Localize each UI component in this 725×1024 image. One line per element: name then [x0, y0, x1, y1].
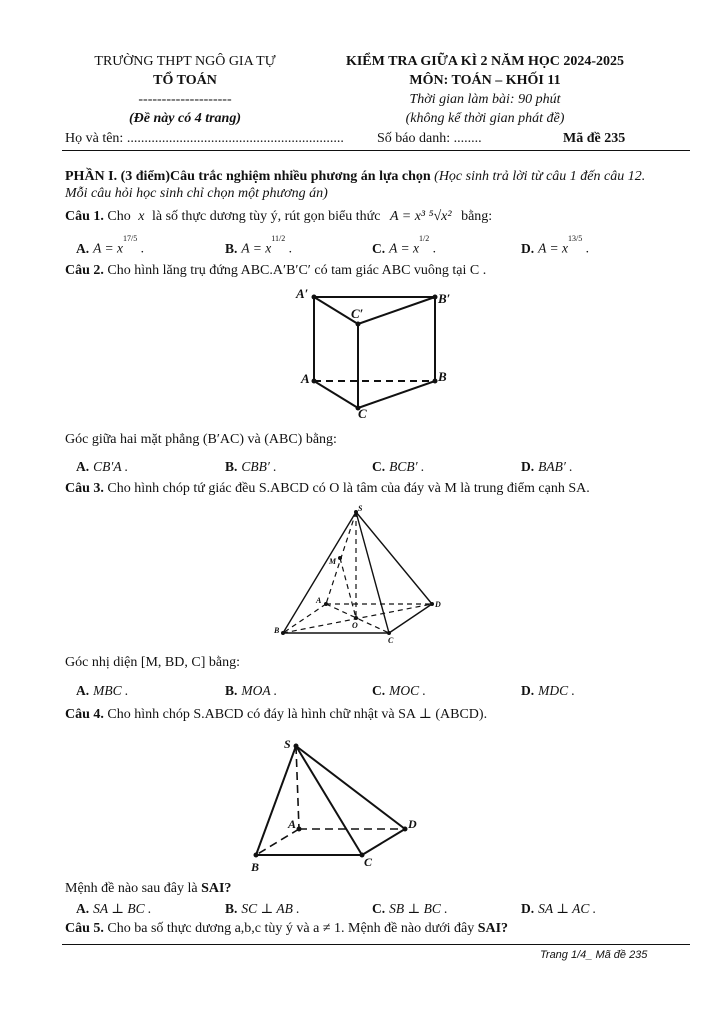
option-4d[interactable]: [521, 901, 596, 917]
question-3-text: Cho hình chóp tứ giác đều S.ABCD có O là tâm của đáy và M là trung điểm cạnh SA.: [107, 481, 590, 496]
label-d: D: [408, 817, 417, 831]
question-1-text-a: Cho: [107, 209, 131, 224]
question-4-label: Câu 4.: [65, 707, 104, 722]
exp-den: 2: [281, 234, 286, 243]
exp-num: 13: [567, 234, 576, 243]
question-2-label: Câu 2.: [65, 263, 104, 278]
exam-code: Mã đề 235: [563, 131, 626, 146]
question-4-prompt-emph: SAI?: [201, 881, 232, 896]
question-3-prompt: Góc nhị diện [M, BD, C] bằng:: [65, 655, 240, 670]
option-3c[interactable]: [372, 683, 426, 699]
option-text: MDC .: [538, 683, 575, 698]
option-text: BAB′ .: [538, 459, 573, 474]
question-1-expression: A = x³ ⁵√x²: [389, 209, 452, 224]
department-name: TỔ TOÁN: [153, 73, 217, 88]
question-5: [65, 920, 508, 937]
option-2a[interactable]: [76, 459, 128, 475]
student-name-field: Họ và tên: ..............................................................: [65, 131, 344, 146]
label-s: S: [284, 737, 291, 751]
option-key: A.: [76, 459, 90, 474]
option-key: A.: [76, 240, 90, 256]
label-a: A: [301, 371, 310, 386]
part1-instruction: (Học sinh trả lời từ câu 1 đến câu 12. Mỗi câu hỏi học sinh chỉ chọn một phương án): [65, 169, 646, 201]
exam-time: Thời gian làm bài: 90 phút: [409, 92, 561, 107]
option-key: B.: [225, 240, 238, 256]
question-1-var: x: [138, 209, 145, 224]
option-key: C.: [372, 901, 386, 916]
footer-rule: [62, 944, 690, 945]
label-c1: C′: [351, 306, 364, 321]
option-1b[interactable]: B. $A = x^{11/2}$ .: [225, 234, 292, 256]
edge-sc: [356, 512, 389, 633]
edge-ac: [314, 381, 358, 408]
question-3-options: [76, 683, 676, 701]
pyramid-figure-q4: [240, 732, 430, 877]
question-1: [65, 208, 492, 225]
question-1-text-c: bằng:: [461, 209, 493, 224]
label-o: O: [352, 621, 358, 630]
label-b: B: [274, 626, 280, 635]
option-3a[interactable]: [76, 683, 128, 699]
pyramid-figure-q3: [270, 502, 450, 648]
option-4b[interactable]: [225, 901, 300, 917]
label-c: C: [388, 636, 394, 645]
school-name: TRƯỜNG THPT NGÔ GIA TỰ: [94, 54, 276, 69]
option-text: SB ⊥ BC .: [389, 901, 448, 916]
question-4-prompt-text: Mệnh đề nào sau đây là: [65, 881, 198, 896]
option-text: SA ⊥ AC .: [538, 901, 597, 916]
option-base: A = x: [93, 240, 123, 256]
question-3: [65, 480, 590, 497]
header-divider-dashes: --------------------: [138, 92, 232, 107]
part1-heading: [65, 168, 665, 202]
exp-den: 2: [425, 234, 430, 243]
label-m: M: [329, 557, 337, 566]
question-5-text: Cho ba số thực dương a,b,c tùy ý và a ≠ 1. Mệnh đề nào dưới đây: [107, 921, 475, 936]
question-1-text-b: là số thực dương tùy ý, rút gọn biểu thức: [151, 209, 381, 224]
edge-sb: [256, 746, 296, 855]
exp-num: 11: [271, 234, 279, 243]
option-key: D.: [521, 901, 535, 916]
option-base: A = x: [241, 240, 272, 256]
label-a: A: [316, 596, 322, 605]
label-a1: A′: [296, 286, 309, 301]
option-key: D.: [521, 240, 535, 256]
edge-sa-hidden: [296, 746, 299, 829]
question-2-options: [76, 459, 676, 477]
label-d: D: [435, 600, 441, 609]
option-key: C.: [372, 459, 386, 474]
option-3d[interactable]: [521, 683, 575, 699]
segment-mo-hidden: [340, 558, 356, 618]
option-base: A = x: [538, 240, 568, 256]
option-key: A.: [76, 683, 90, 698]
question-2-prompt: Góc giữa hai mặt phẳng (B′AC) và (ABC) bằng:: [65, 432, 337, 447]
option-key: B.: [225, 901, 238, 916]
label-c: C: [364, 855, 373, 869]
header-rule: [62, 150, 690, 151]
question-3-label: Câu 3.: [65, 481, 104, 496]
option-2c[interactable]: [372, 459, 424, 475]
exam-time-note: (không kể thời gian phát đề): [405, 111, 565, 126]
edge-bc: [358, 381, 435, 408]
edge-sc: [296, 746, 362, 855]
edge-sd: [356, 512, 432, 604]
option-1c[interactable]: C. $A = x^{1/2}$ .: [372, 234, 436, 256]
option-text: BCB′ .: [389, 459, 425, 474]
option-key: C.: [372, 683, 386, 698]
option-base: A = x: [389, 240, 419, 256]
option-4a[interactable]: [76, 901, 151, 917]
exp-num: 1: [418, 234, 423, 243]
page-footer: Trang 1/4_ Mã đề 235: [540, 949, 648, 961]
option-text: CBB′ .: [241, 459, 277, 474]
label-b: B: [251, 860, 260, 874]
edge-cd: [362, 829, 405, 855]
part1-title: PHẦN I. (3 điểm)Câu trắc nghiệm nhiều phương án lựa chọn: [65, 169, 431, 184]
exam-subject: MÔN: TOÁN – KHỐI 11: [409, 73, 561, 88]
label-c: C: [358, 406, 367, 421]
question-2: [65, 262, 486, 279]
option-text: SC ⊥ AB .: [241, 901, 300, 916]
question-4-prompt: [65, 880, 231, 897]
option-key: C.: [372, 240, 386, 256]
pages-note: (Đề này có 4 trang): [129, 111, 241, 126]
prism-figure: [290, 284, 460, 422]
question-2-text: Cho hình lăng trụ đứng ABC.A′B′C′ có tam giác ABC vuông tại C .: [107, 263, 487, 278]
option-key: A.: [76, 901, 90, 916]
option-1a[interactable]: A. $A = x^{17/5}$ .: [76, 234, 144, 256]
exp-den: 5: [133, 234, 138, 243]
question-4: [65, 706, 487, 723]
option-2b[interactable]: [225, 459, 277, 475]
question-4-options: [76, 901, 676, 919]
option-2d[interactable]: [521, 459, 573, 475]
question-4-text: Cho hình chóp S.ABCD có đáy là hình chữ nhật và SA ⊥ (ABCD).: [107, 707, 488, 722]
question-5-label: Câu 5.: [65, 921, 104, 936]
option-key: B.: [225, 683, 238, 698]
option-text: SA ⊥ BC .: [93, 901, 152, 916]
exp-num: 17: [122, 234, 131, 243]
option-text: MOC .: [389, 683, 426, 698]
option-3b[interactable]: [225, 683, 277, 699]
edge-ab-hidden: [256, 829, 299, 855]
question-1-label: Câu 1.: [65, 209, 104, 224]
option-text: MBC .: [93, 683, 129, 698]
option-4c[interactable]: [372, 901, 448, 917]
option-text: MOA .: [241, 683, 278, 698]
option-key: D.: [521, 459, 535, 474]
edge-sd: [296, 746, 405, 829]
label-b1: B′: [438, 291, 451, 306]
label-s: S: [358, 504, 363, 513]
label-b: B: [438, 369, 447, 384]
edge-sb: [283, 512, 356, 633]
question-5-emph: SAI?: [477, 921, 509, 936]
option-1d[interactable]: D. $A = x^{13/5}$ .: [521, 234, 589, 256]
label-a: A: [288, 817, 297, 831]
option-text: CB′A .: [93, 459, 129, 474]
option-key: D.: [521, 683, 535, 698]
question-1-options: [76, 236, 676, 258]
exp-den: 5: [578, 234, 583, 243]
student-id-field: Số báo danh: ........: [377, 131, 482, 146]
option-key: B.: [225, 459, 238, 474]
exam-title: KIỂM TRA GIỮA KÌ 2 NĂM HỌC 2024-2025: [345, 54, 625, 69]
edge-b1c1: [358, 297, 435, 324]
